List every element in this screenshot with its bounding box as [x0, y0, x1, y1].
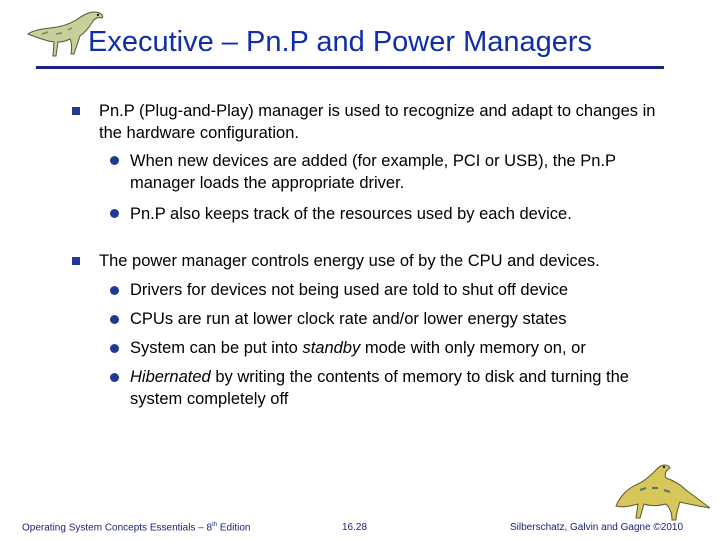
- sub-bullet-text: [130, 366, 670, 410]
- text-run: mode with only memory on, or: [360, 339, 586, 357]
- bullet-text: The power manager controls energy use of by the CPU and devices.: [99, 252, 600, 270]
- sub-bullet-text: When new devices are added (for example, PCI or USB), the Pn.P manager loads the appropriate driver.: [130, 152, 616, 192]
- sub-bullet-text: [130, 337, 670, 359]
- footer-superscript: th: [212, 522, 218, 528]
- page-number: 16.28: [342, 522, 368, 533]
- round-bullet-icon: [110, 373, 119, 382]
- title-underline: [36, 66, 664, 69]
- sub-bullet-text: Pn.P also keeps track of the resources used by each device.: [130, 205, 572, 223]
- sub-bullet-text: CPUs are run at lower clock rate and/or lower energy states: [130, 310, 567, 328]
- text-run: System can be put into: [130, 339, 303, 357]
- round-bullet-icon: [110, 156, 119, 165]
- square-bullet-icon: [72, 107, 80, 115]
- dinosaur-logo-bottom-icon: [606, 458, 714, 524]
- round-bullet-icon: [110, 286, 119, 295]
- slide-title: Executive – Pn.P and Power Managers: [88, 26, 593, 58]
- round-bullet-icon: [110, 315, 119, 324]
- square-bullet-icon: [72, 257, 80, 265]
- footer-edition-text: Edition: [217, 522, 251, 534]
- text-run: by writing the contents of memory to disk and turning the system completely off: [130, 368, 629, 408]
- emphasis-standby: standby: [302, 339, 361, 357]
- emphasis-hibernated: Hibernated: [130, 368, 211, 386]
- sub-bullet-text: Drivers for devices not being used are told to shut off device: [130, 281, 569, 299]
- bullet-text: Pn.P (Plug-and-Play) manager is used to recognize and adapt to changes in the hardware configuration.: [99, 102, 656, 142]
- footer-book-title: [22, 522, 250, 533]
- footer-copyright: Silberschatz, Galvin and Gagne ©2010: [510, 522, 684, 533]
- footer-book-text: Operating System Concepts Essentials – 8: [22, 522, 213, 534]
- round-bullet-icon: [110, 209, 119, 218]
- round-bullet-icon: [110, 344, 119, 353]
